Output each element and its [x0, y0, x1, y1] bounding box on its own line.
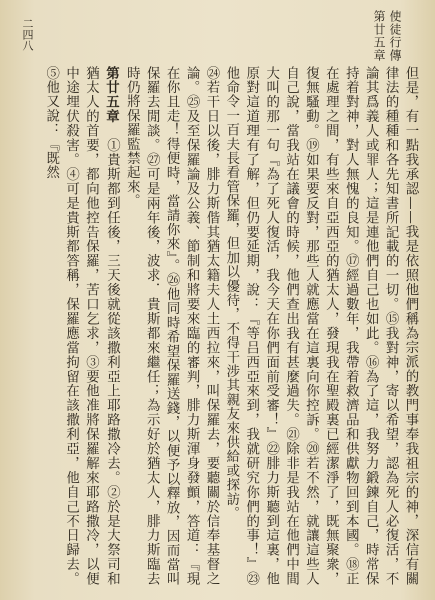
paragraph-2: ㉔若干日以後，腓力斯偕其猶太籍夫人土西拉來，叫保羅去，要聽關於信奉基督之論。㉕及至保羅論及公義、節制和將要來臨的審判，腓力斯渾身發顫，答道：『現在你且走！得便時，當請你來』。㉖他同時希望保羅送錢，以便予以釋放，因而當叫保羅去閒談。㉗可是兩年後，波求．貴斯都來繼任；為示好於猶太人，腓力斯臨去時仍將保羅監禁起來。 — [124, 66, 219, 586]
running-head-book-title: 使徒行傳 — [388, 10, 402, 62]
body-text — [16, 66, 420, 586]
paragraph-3-text: ①貴斯都到任後，三天後就從該撒利亞上耶路撒冷去。②於是大祭司和猶太人的首要，都向他控告保羅，苦口乞求，③要他准將保羅解來耶路撒冷，以便中途埋伏殺害。④可是貴斯都答稱，保羅應當拘留在該撒利亞，他自己不日歸去。⑤他又說：『既然 — [43, 66, 120, 586]
chapter-heading: 第廿五章 — [103, 66, 120, 124]
running-head-chapter: 第廿五章 — [372, 10, 386, 62]
page-number: 二四八 — [21, 18, 34, 51]
paragraph-3 — [41, 66, 122, 586]
paragraph-1: 但是，有一點我承認——我是依照他們稱為宗派的教門事奉我祖宗的神，深信有關律法的種種和各先知書所記載的一切。⑮我對神，寄以希望，認為死人必復活，不論其爲義人或罪人；這是連他們自己也如此。⑯為了這，我努力鍛鍊自己，時常保持着對神，對人無愧的良知。⑰經過數年，我帶着救濟品和供獻物回到本國。⑱正在處理之間，有些來自亞西亞的猶太人，發現我在聖殿裏已經潔淨了，既無聚衆，復無騷動。⑲如果要反對，那些人就應當在這裏向你控訴。⑳若不然，就讓這些人自己說，當我站在議會的時候，他們查出我有甚麼過失。㉑除非是我站在他們中間大叫的那一句『為了死人復活，我今天在你們面前受審！』㉒腓力斯聽到這裏，他原對這道理有了解，但仍要延期，說：『等吕西亞來到，我就研究你們的事！』㉓他命令一百夫長看管保羅，但加以優待，不得干涉其親友來供給或探訪。 — [223, 66, 418, 586]
